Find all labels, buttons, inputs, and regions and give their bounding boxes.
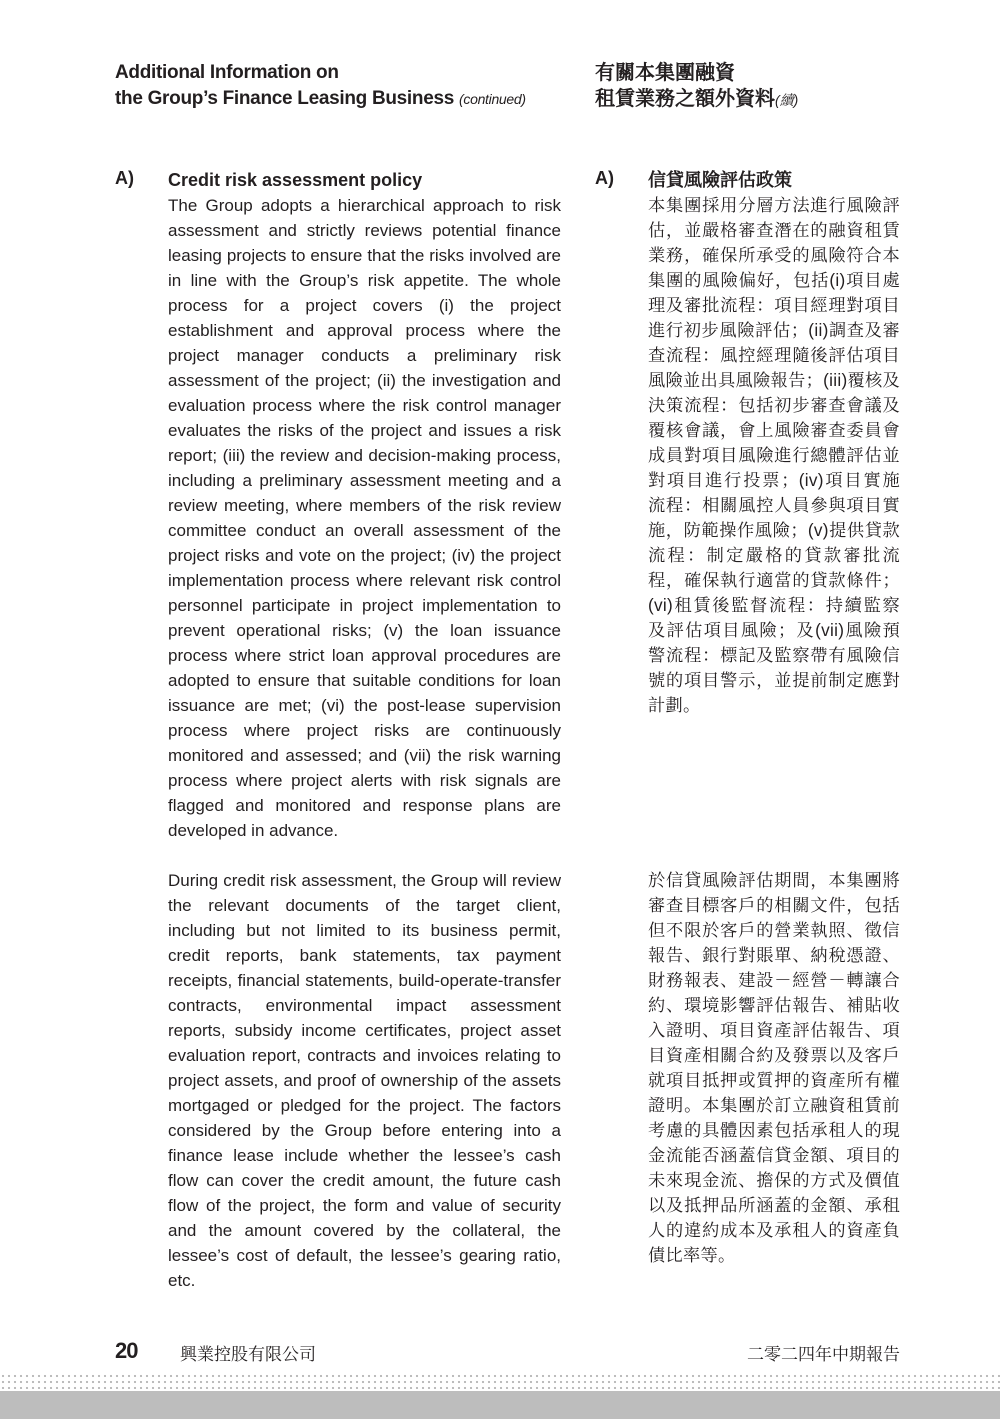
policy-paragraph-en-2: During credit risk assessment, the Group will review the relevant documents of the target client, including but not limited to its business permit, credit reports, bank statements, tax payment receipts, financial statements, build-operate-transfer contracts, environmental impact assessment reports, subsidy income certificates, project asset evaluation report, contracts and invoices relating to project assets, and proof of ownership of the assets mortgaged or pledged for the project. The factors considered by the Group before entering into a finance lease include whether the lessee’s cash flow can cover the credit amount, the future cash flow of the project, the form and value of security and the amount covered by the collateral, the lessee’s cost of default, the lessee’s gearing ratio, etc. — [168, 871, 561, 1290]
header-title-zh-line1: 有關本集團融資 — [595, 62, 735, 84]
section-letter-en: A) — [115, 168, 134, 188]
header-title-zh-line2 — [595, 86, 798, 113]
footer-band — [0, 1391, 1000, 1419]
page-number: 20 — [115, 1338, 138, 1363]
header-title-zh-line2-text: 租賃業務之額外資料 — [595, 88, 775, 110]
policy-paragraph-en-1: The Group adopts a hierarchical approach to risk assessment and strictly reviews potential finance leasing projects to ensure that the risks involved are in line with the Group’s risk appetite. The whole process for a project covers (i) the project establishment and approval process where the project manager conducts a preliminary risk assessment of the project; (ii) the investigation and evaluation process where the risk control manager evaluates the risks of the project and issues a risk report; (iii) the review and decision-making process, including a preliminary assessment meeting and a review meeting, where members of the risk review committee conduct an overall assessment of the project risks and vote on the project; (iv) the project implementation process where relevant risk control personnel participate in project implementation to prevent operational risks; (v) the loan issuance process where strict loan approval procedures are adopted to ensure that suitable conditions for loan issuance are met; (vi) the post-lease supervision process where project risks are continuously monitored and assessed; and (vii) the risk warning process where project alerts with risk signals are flagged and monitored and response plans are developed in advance. — [168, 196, 561, 840]
policy-paragraph-zh-2: 於信貸風險評估期間，本集團將審查目標客戶的相關文件，包括但不限於客戶的營業執照、徵信報告、銀行對賬單、納稅憑證、財務報表、建設－經營－轉讓合約、環境影響評估報告、補貼收入證明、項目資產評估報告、項目資產相關合約及發票以及客戶就項目抵押或質押的資產所有權證明。本集團於訂立融資租賃前考慮的具體因素包括承租人的現金流能否涵蓋信貸金額、項目的未來現金流、擔保的方式及價值以及抵押品所涵蓋的金額、承租人的違約成本及承租人的資產負債比率等。 — [648, 870, 900, 1265]
section-title-zh: 信貸風險評估政策 — [648, 170, 792, 190]
header-title-line2-text: the Group’s Finance Leasing Business — [115, 88, 455, 109]
header-title-line2 — [115, 86, 526, 112]
page-header-english — [115, 60, 526, 112]
header-continued-label: (continued) — [459, 91, 526, 107]
report-name: 二零二四年中期報告 — [747, 1345, 900, 1364]
page-header-chinese — [595, 60, 798, 113]
dotted-divider — [0, 1373, 1000, 1389]
header-title-line1: Additional Information on — [115, 62, 339, 83]
header-continued-zh-label: (續) — [775, 92, 799, 108]
policy-paragraph-zh-1: 本集團採用分層方法進行風險評估，並嚴格審查潛在的融資租賃業務，確保所承受的風險符合本集團的風險偏好，包括(i)項目處理及審批流程：項目經理對項目進行初步風險評估；(ii)調查及審查流程：風控經理隨後評估項目風險並出具風險報告；(iii)覆核及決策流程：包括初步審查會議及覆核會議，會上風險審查委員會成員對項目風險進行總體評估並對項目進行投票；(iv)項目實施流程：相關風控人員參與項目實施，防範操作風險；(v)提供貸款流程：制定嚴格的貸款審批流程，確保執行適當的貸款條件；(vi)租賃後監督流程：持續監察及評估項目風險；及(vii)風險預警流程：標記及監察帶有風險信號的項目警示，並提前制定應對計劃。 — [648, 195, 900, 715]
section-title-en: Credit risk assessment policy — [168, 170, 423, 190]
section-letter-zh: A) — [595, 168, 614, 188]
company-name: 興業控股有限公司 — [180, 1345, 316, 1364]
